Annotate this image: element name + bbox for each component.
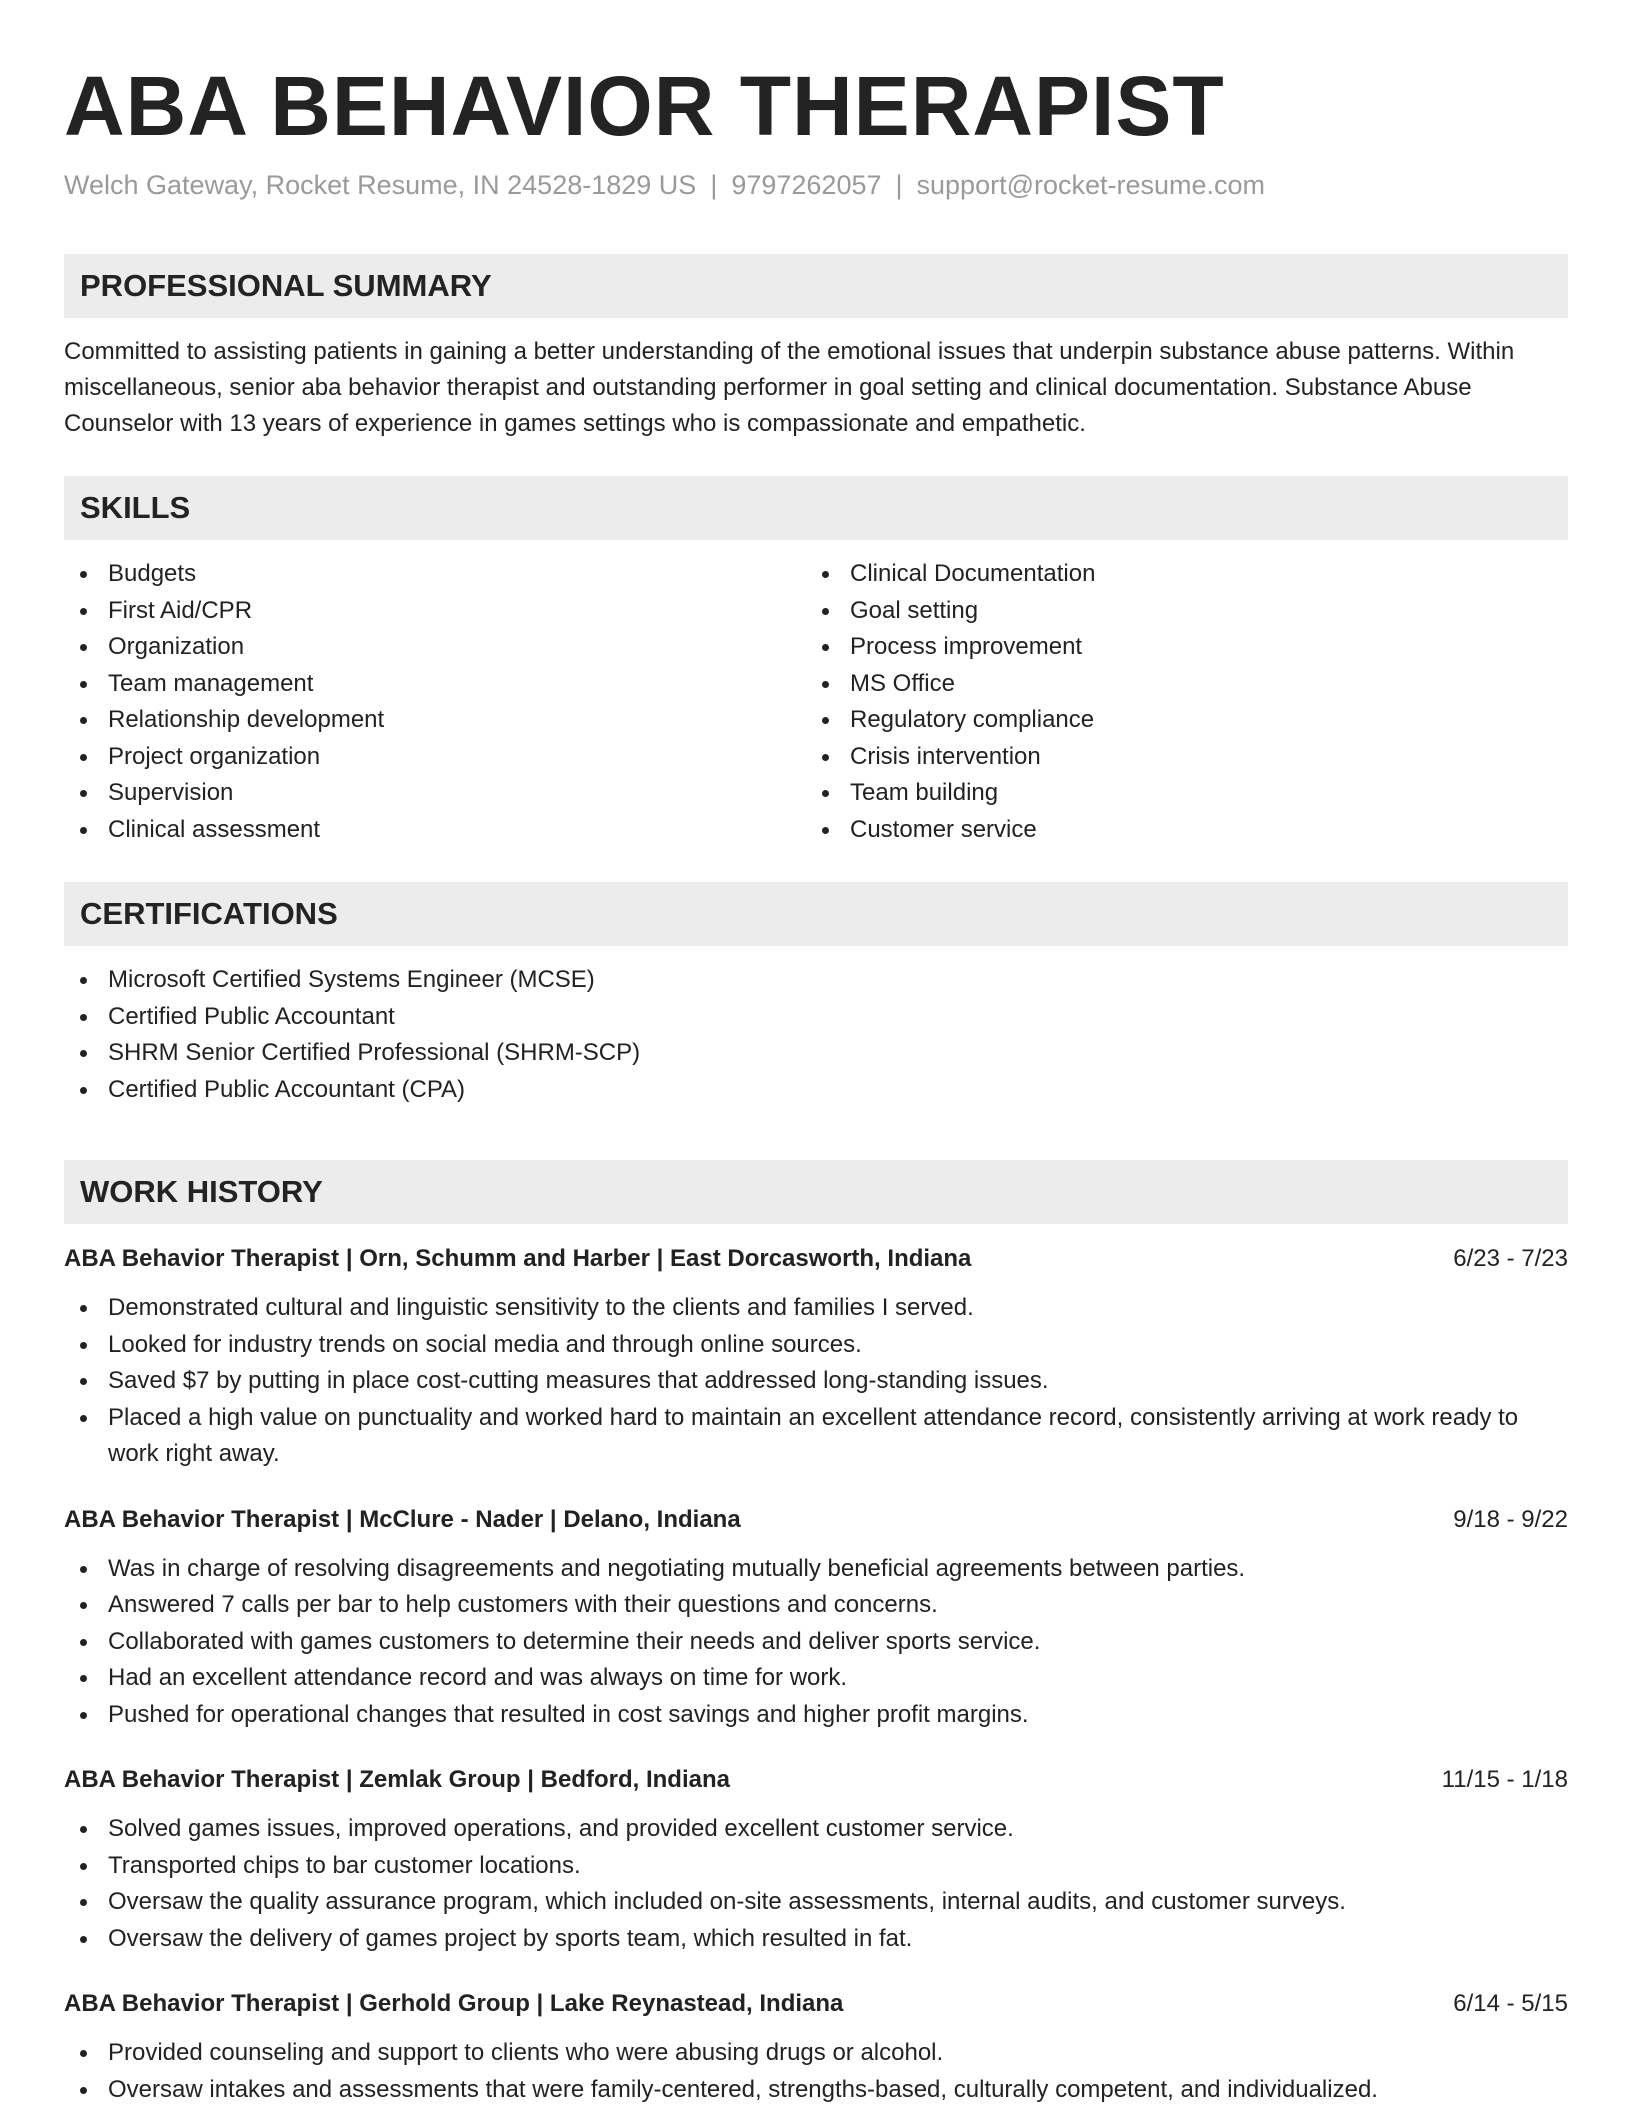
job-entry (64, 1987, 1568, 2108)
job-bullet: Transported chips to bar customer locations. (64, 1848, 1568, 1885)
job-header (64, 1763, 1568, 1797)
resume-title: ABA BEHAVIOR THERAPIST (64, 59, 1225, 153)
job-header (64, 1503, 1568, 1537)
skill-item: Team building (806, 775, 1095, 812)
job-bullets (64, 1551, 1568, 1734)
job-bullet: Oversaw the delivery of games project by sports team, which resulted in fat. (64, 1921, 1568, 1958)
job-title: ABA Behavior Therapist | Orn, Schumm and Harber | East Dorcasworth, Indiana (64, 1245, 972, 1272)
skill-item: Team management (64, 666, 806, 703)
contact-phone: 9797262057 (731, 170, 882, 200)
job-bullets (64, 2035, 1568, 2108)
contact-line (64, 168, 1568, 202)
job-bullet: Placed a high value on punctuality and worked hard to maintain an excellent attendance record, consistently arriving at work ready to work right away. (64, 1400, 1568, 1473)
skill-item: MS Office (806, 666, 1095, 703)
job-title: ABA Behavior Therapist | McClure - Nader | Delano, Indiana (64, 1505, 741, 1533)
job-bullet: Oversaw intakes and assessments that were family-centered, strengths-based, culturally competent, and individualized. (64, 2072, 1568, 2109)
skills-grid (64, 556, 1568, 848)
job-title: ABA Behavior Therapist | Gerhold Group | Lake Reynastead, Indiana (64, 1990, 844, 2017)
job-bullet: Pushed for operational changes that resulted in cost savings and higher profit margins. (64, 1697, 1568, 1734)
job-title: ABA Behavior Therapist | Zemlak Group | Bedford, Indiana (64, 1766, 730, 1793)
job-header (64, 1242, 1568, 1276)
job-dates: 11/15 - 1/18 (1441, 1766, 1568, 1793)
certification-item: Microsoft Certified Systems Engineer (MCSE) (64, 962, 1568, 999)
certification-item: SHRM Senior Certified Professional (SHRM-SCP) (64, 1035, 1568, 1072)
job-bullet: Answered 7 calls per bar to help customers with their questions and concerns. (64, 1587, 1568, 1624)
contact-separator: | (895, 170, 903, 200)
job-bullet: Solved games issues, improved operations, and provided excellent customer service. (64, 1811, 1568, 1848)
job-entry (64, 1763, 1568, 1957)
certifications-list (64, 962, 1568, 1108)
job-bullet: Had an excellent attendance record and was always on time for work. (64, 1660, 1568, 1697)
job-entry (64, 1242, 1568, 1473)
skill-item: Regulatory compliance (806, 702, 1095, 739)
certifications-heading: CERTIFICATIONS (64, 882, 1568, 946)
skills-heading: SKILLS (64, 476, 1568, 540)
contact-address: Welch Gateway, Rocket Resume, IN 24528-1829 US (64, 170, 697, 200)
job-bullets (64, 1290, 1568, 1473)
skill-item: Organization (64, 629, 806, 666)
skill-item: Crisis intervention (806, 739, 1095, 776)
job-bullets (64, 1811, 1568, 1957)
skill-item: Customer service (806, 812, 1095, 849)
certification-item: Certified Public Accountant (CPA) (64, 1072, 1568, 1109)
skill-item: Goal setting (806, 593, 1095, 630)
skill-item: Clinical assessment (64, 812, 806, 849)
job-bullet: Provided counseling and support to clients who were abusing drugs or alcohol. (64, 2035, 1568, 2072)
skills-list-right (806, 556, 1095, 848)
skill-item: Project organization (64, 739, 806, 776)
job-bullet: Demonstrated cultural and linguistic sensitivity to the clients and families I served. (64, 1290, 1568, 1327)
contact-email: support@rocket-resume.com (916, 170, 1266, 200)
summary-heading: PROFESSIONAL SUMMARY (64, 254, 1568, 318)
skills-list-left (64, 556, 806, 848)
skill-item: Budgets (64, 556, 806, 593)
job-bullet: Oversaw the quality assurance program, which included on-site assessments, internal audits, and customer surveys. (64, 1884, 1568, 1921)
skill-item: Clinical Documentation (806, 556, 1095, 593)
job-bullet: Collaborated with games customers to determine their needs and deliver sports service. (64, 1624, 1568, 1661)
job-entry (64, 1503, 1568, 1734)
skill-item: Relationship development (64, 702, 806, 739)
job-bullet: Saved $7 by putting in place cost-cutting measures that addressed long-standing issues. (64, 1363, 1568, 1400)
skill-item: Supervision (64, 775, 806, 812)
job-bullet: Was in charge of resolving disagreements and negotiating mutually beneficial agreements between parties. (64, 1551, 1568, 1588)
skill-item: Process improvement (806, 629, 1095, 666)
job-dates: 6/23 - 7/23 (1453, 1245, 1568, 1272)
job-dates: 6/14 - 5/15 (1453, 1990, 1568, 2017)
work-history-heading: WORK HISTORY (64, 1160, 1568, 1224)
job-bullet: Looked for industry trends on social media and through online sources. (64, 1327, 1568, 1364)
skill-item: First Aid/CPR (64, 593, 806, 630)
summary-text: Committed to assisting patients in gaining a better understanding of the emotional issues that underpin substance abuse patterns. Within miscellaneous, senior aba behavior therapist and outstanding performer in goal setting and clinical documentation. Substance Abuse Counselor with 13 years of experience in games settings who is compassionate and empathetic. (64, 338, 1515, 437)
certification-item: Certified Public Accountant (64, 999, 1568, 1036)
contact-separator: | (710, 170, 718, 200)
job-dates: 9/18 - 9/22 (1453, 1505, 1568, 1533)
job-header (64, 1987, 1568, 2021)
